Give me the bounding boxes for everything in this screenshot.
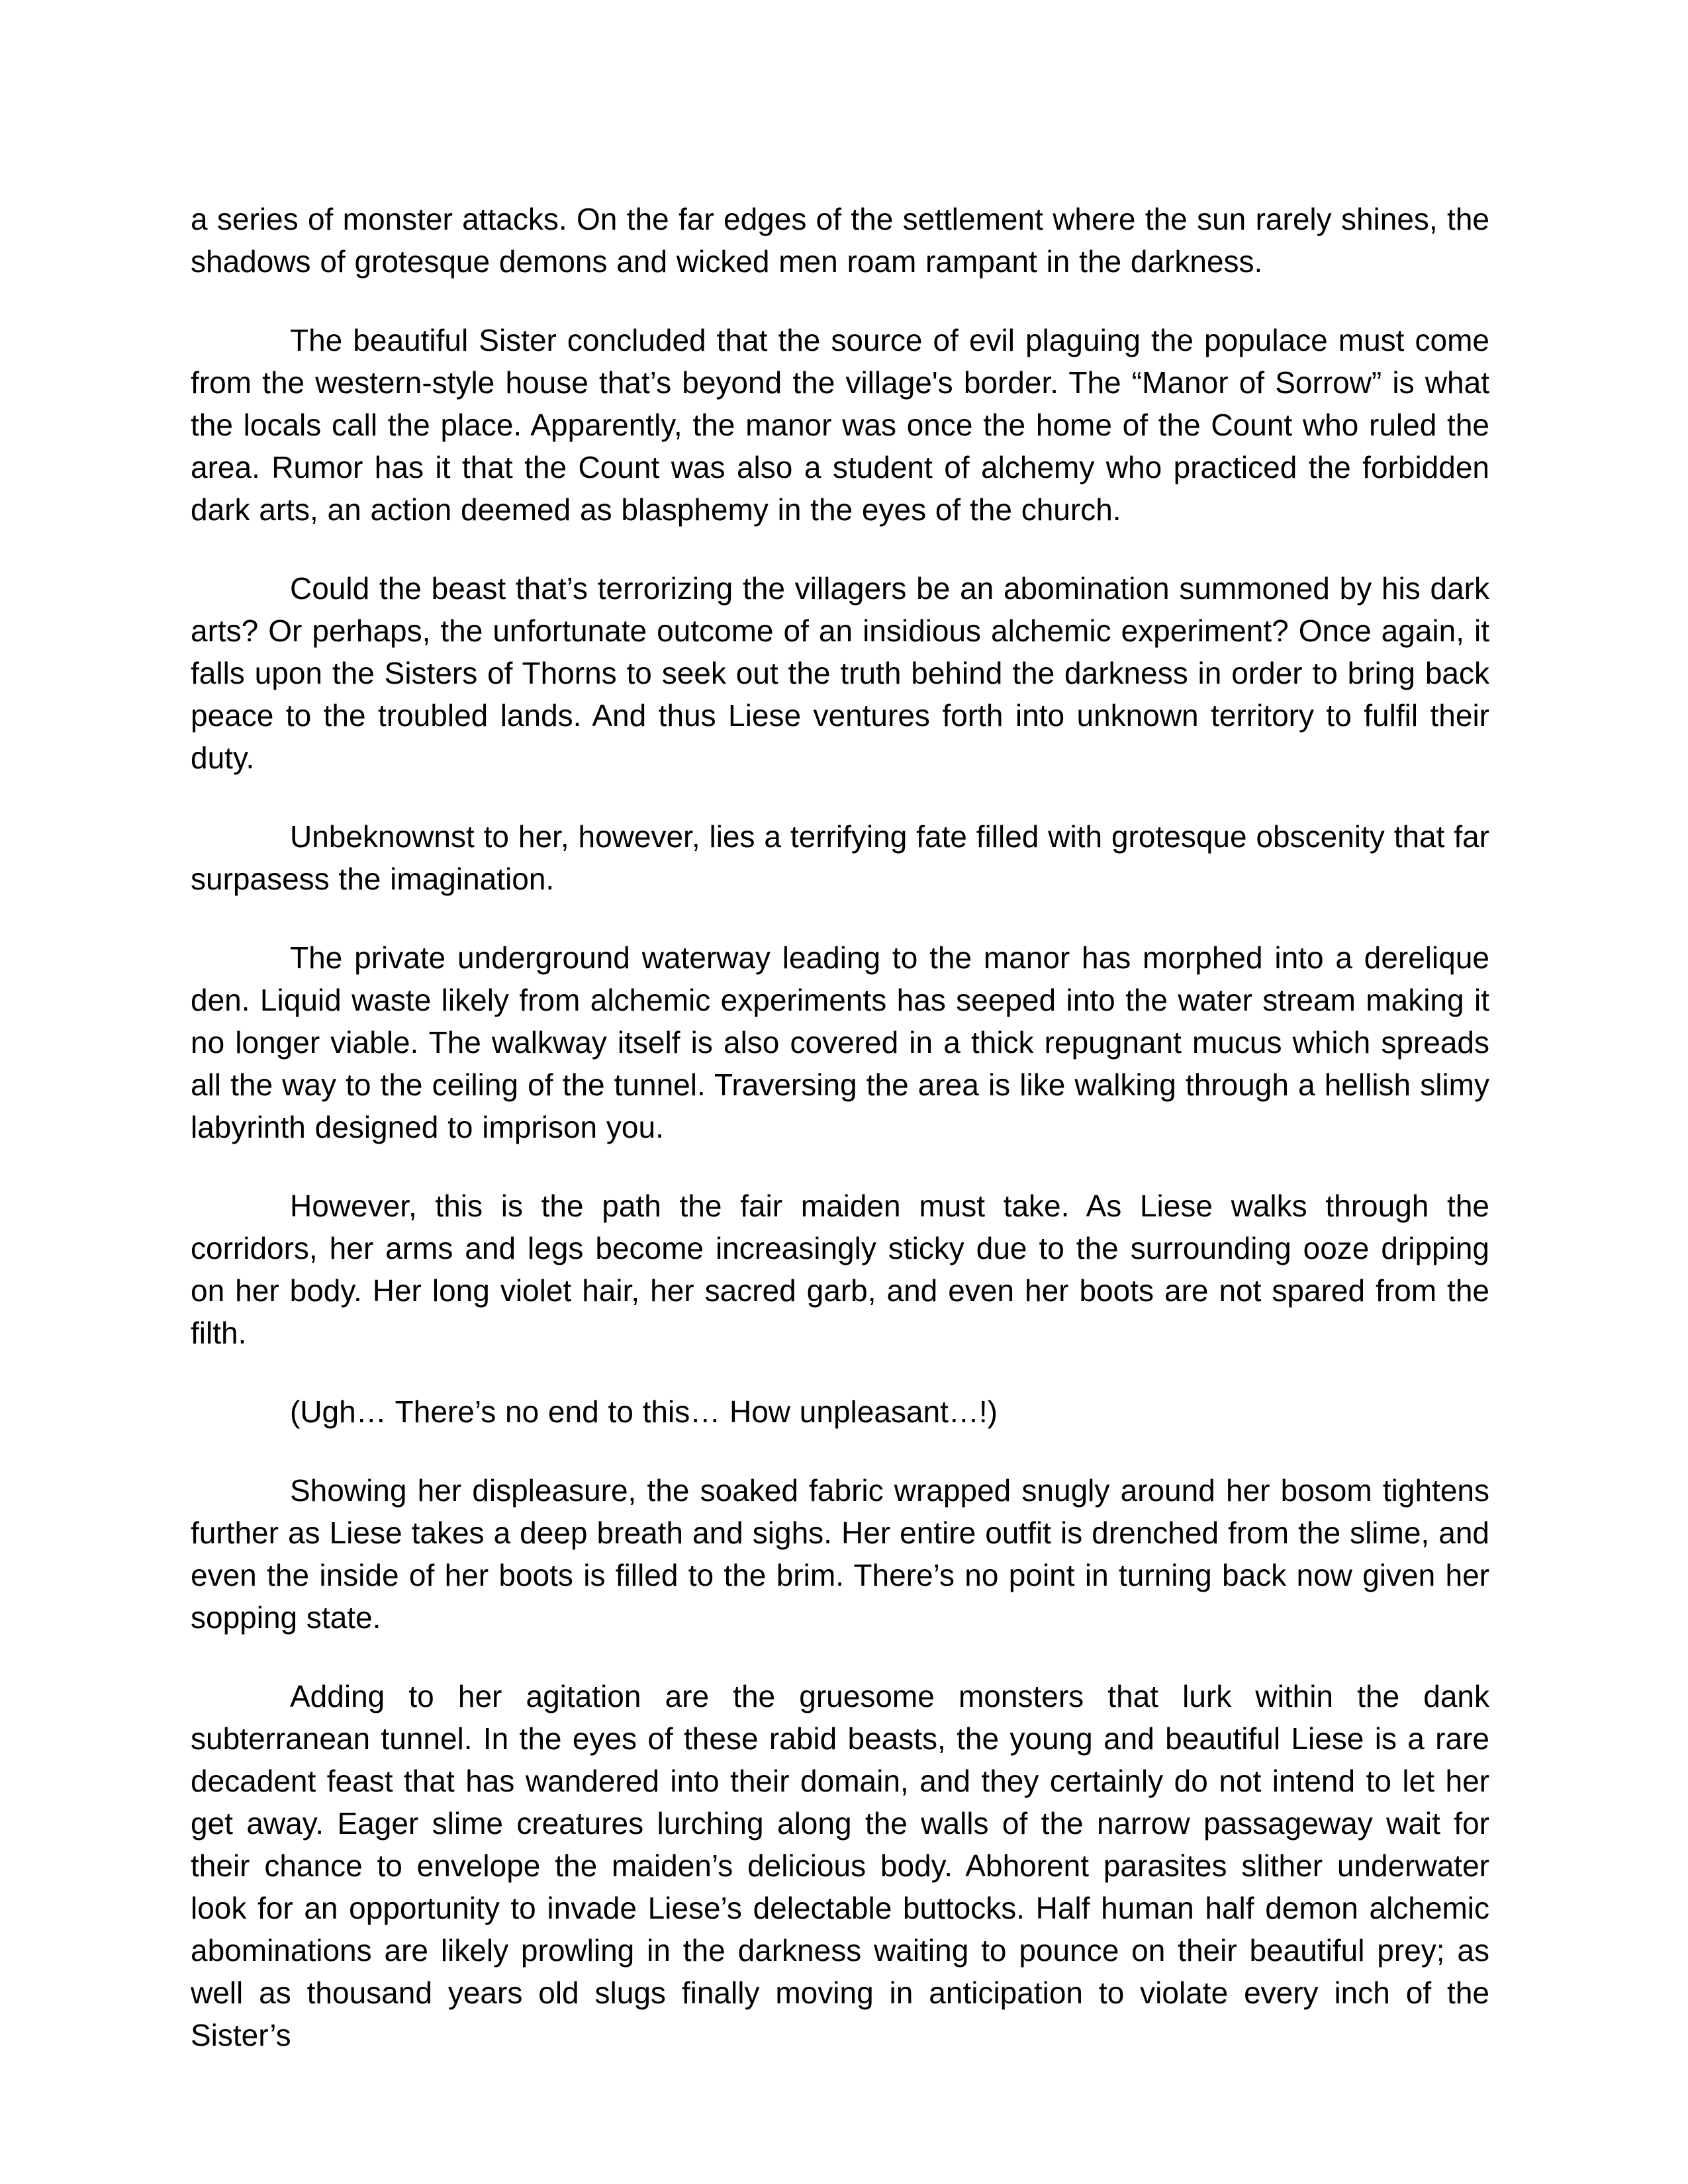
paragraph: However, this is the path the fair maiden must take. As Liese walks through the corridors, her arms and legs become increasingly sticky due to the surrounding ooze dripping on her body. Her long violet hair, her sacred garb, and even her boots are not spared from the filth. <box>191 1189 1489 1350</box>
paragraph: (Ugh… There’s no end to this… How unpleasant…!) <box>290 1394 998 1429</box>
paragraph: The beautiful Sister concluded that the source of evil plaguing the populace must come from the western-style house that’s beyond the village's border. The “Manor of Sorrow” is what the locals call the place. Apparently, the manor was once the home of the Count who ruled the area. Rumor has it that the Count was also a student of alchemy who practiced the forbidden dark arts, an action deemed as blasphemy in the eyes of the church. <box>191 323 1489 527</box>
paragraph: Could the beast that’s terrorizing the villagers be an abomination summoned by his dark arts? Or perhaps, the unfortunate outcome of an insidious alchemic experiment? Once again, it falls upon the Sisters of Thorns to seek out the truth behind the darkness in order to bring back peace to the troubled lands. And thus Liese ventures forth into unknown territory to fulfil their duty. <box>191 571 1489 775</box>
paragraph: Showing her displeasure, the soaked fabric wrapped snugly around her bosom tightens further as Liese takes a deep breath and sighs. Her entire outfit is drenched from the slime, and even the inside of her boots is filled to the brim. There’s no point in turning back now given her sopping state. <box>191 1473 1489 1635</box>
paragraph: a series of monster attacks. On the far edges of the settlement where the sun rarely shines, the shadows of grotesque demons and wicked men roam rampant in the darkness. <box>191 202 1489 279</box>
paragraph: The private underground waterway leading to the manor has morphed into a derelique den. Liquid waste likely from alchemic experiments has seeped into the water stream making it no longer viable. The walkway itself is also covered in a thick repugnant mucus which spreads all the way to the ceiling of the tunnel. Traversing the area is like walking through a hellish slimy labyrinth designed to imprison you. <box>191 940 1489 1144</box>
paragraph: Adding to her agitation are the gruesome monsters that lurk within the dank subterranean tunnel. In the eyes of these rabid beasts, the young and beautiful Liese is a rare decadent feast that has wandered into their domain, and they certainly do not intend to let her get away. Eager slime creatures lurching along the walls of the narrow passageway wait for their chance to envelope the maiden’s delicious body. Abhorent parasites slither underwater look for an opportunity to invade Liese’s delectable buttocks. Half human half demon alchemic abominations are likely prowling in the darkness waiting to pounce on their beautiful prey; as well as thousand years old slugs finally moving in anticipation to violate every inch of the Sister’s <box>191 1679 1489 2052</box>
paragraph: Unbeknownst to her, however, lies a terrifying fate filled with grotesque obscenity that far surpasess the imagination. <box>191 819 1489 896</box>
